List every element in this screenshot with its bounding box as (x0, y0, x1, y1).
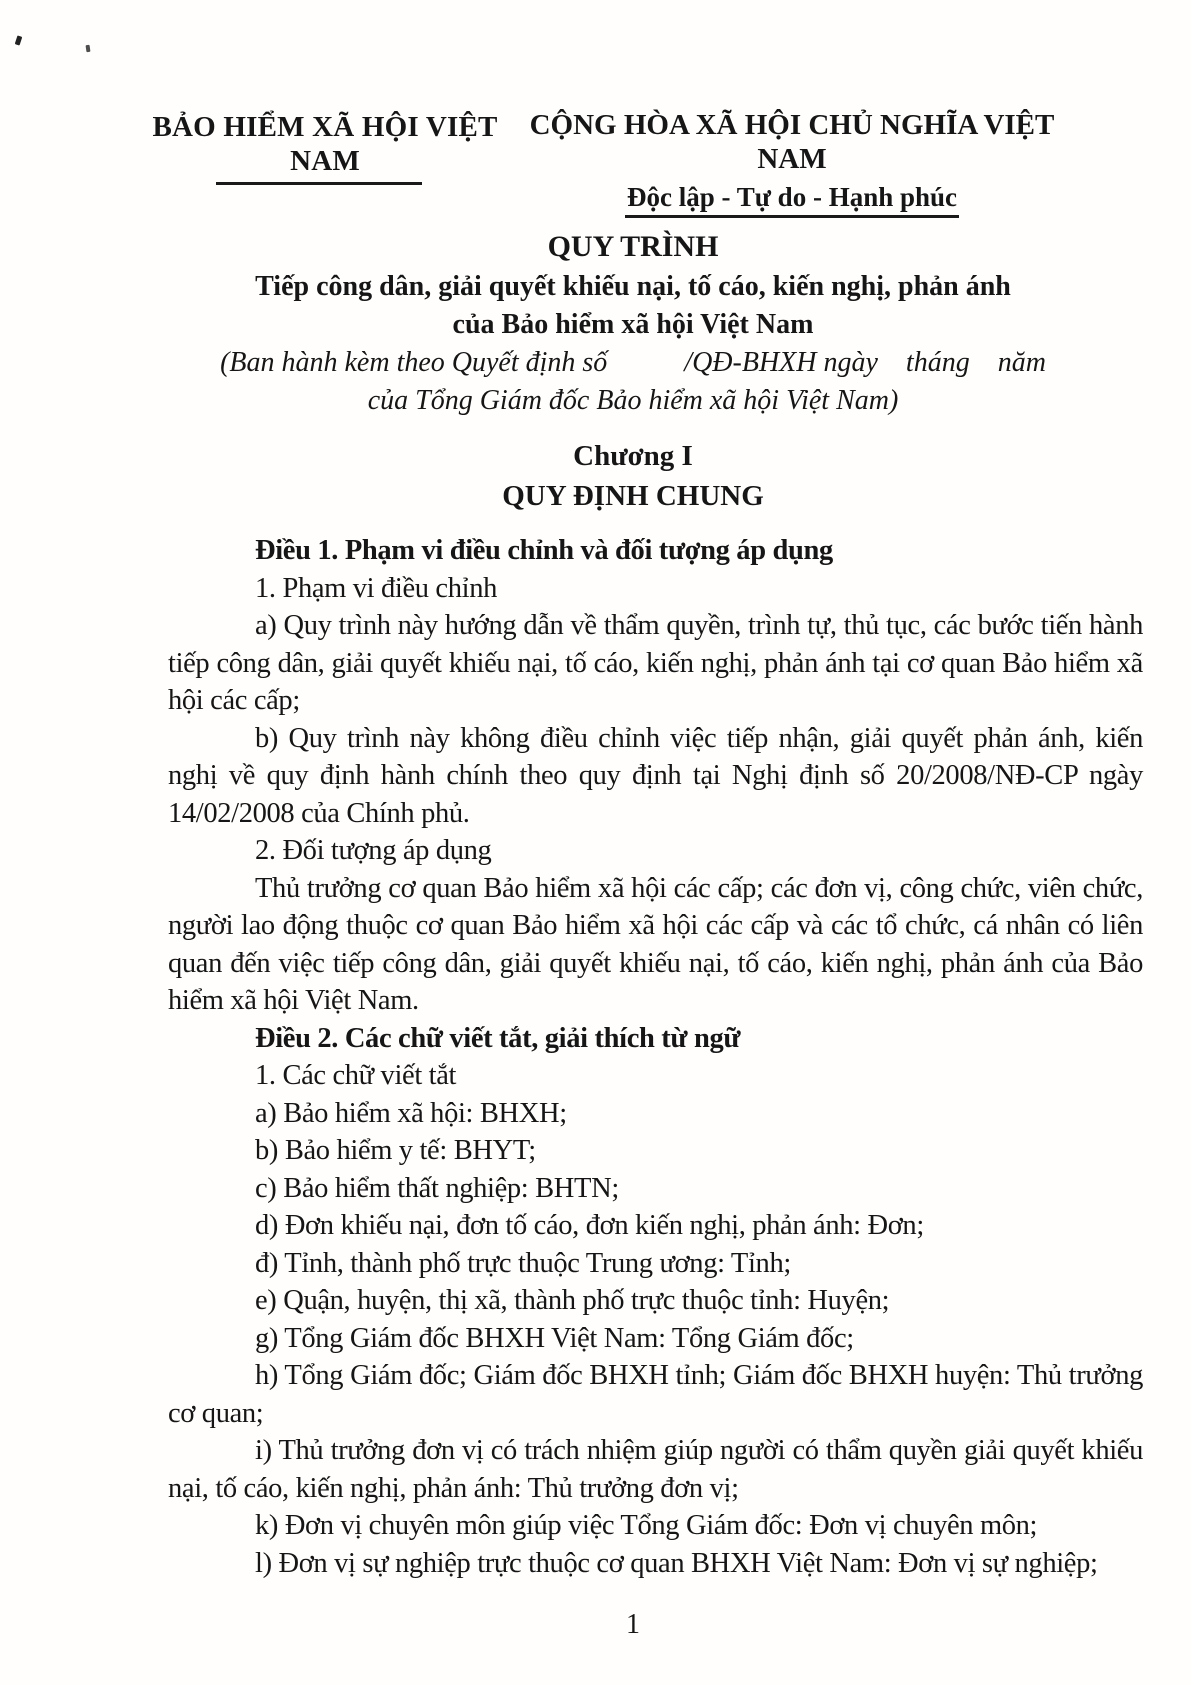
national-motto: Độc lập - Tự do - Hạnh phúc (625, 181, 959, 218)
document-title-block (75, 226, 1191, 420)
article-1-point-b: b) Quy trình này không điều chỉnh việc tiếp nhận, giải quyết phản ánh, kiến nghị về quy định hành chính theo quy định tại Nghị định số 20/2008/NĐ-CP ngày 14/02/2008 của Chính phủ. (168, 722, 1143, 829)
abbreviation-point-d: d) Đơn khiếu nại, đơn tố cáo, đơn kiến nghị, phản ánh: Đơn; (255, 1210, 924, 1241)
abbreviation-point-b: b) Bảo hiểm y tế: BHYT; (255, 1135, 536, 1166)
chapter-number: Chương I (573, 440, 693, 472)
chapter-name: QUY ĐỊNH CHUNG (502, 480, 764, 512)
abbreviation-point-h: h) Tổng Giám đốc; Giám đốc BHXH tỉnh; Giám đốc BHXH huyện: Thủ trưởng cơ quan; (168, 1360, 1143, 1429)
issuing-org-name: BẢO HIỂM XÃ HỘI VIỆT NAM (152, 111, 498, 177)
document-subject-line1: Tiếp công dân, giải quyết khiếu nại, tố cáo, kiến nghị, phản ánh (255, 271, 1011, 302)
article-1-clause-1: 1. Phạm vi điều chỉnh (255, 572, 497, 604)
document-body (168, 532, 1143, 1582)
article-1-point-a: a) Quy trình này hướng dẫn về thẩm quyền, trình tự, thủ tục, các bước tiến hành tiếp công dân, giải quyết khiếu nại, tố cáo, kiến nghị, phản ánh tại cơ quan Bảo hiểm xã hội các cấp; (168, 610, 1143, 716)
abbreviation-point-l: l) Đơn vị sự nghiệp trực thuộc cơ quan BHXH Việt Nam: Đơn vị sự nghiệp; (255, 1547, 1098, 1579)
national-title: CỘNG HÒA XÃ HỘI CHỦ NGHĨA VIỆT NAM (529, 109, 1055, 175)
document-subject-line2: của Bảo hiểm xã hội Việt Nam (452, 309, 814, 340)
article-2-clause-1: 1. Các chữ viết tắt (255, 1060, 457, 1091)
page-number: 1 (626, 1609, 640, 1640)
abbreviation-point-a: a) Bảo hiểm xã hội: BHXH; (255, 1097, 567, 1129)
header-underline (216, 182, 422, 185)
abbreviation-point-i: i) Thủ trưởng đơn vị có trách nhiệm giúp người có thẩm quyền giải quyết khiếu nại, tố cáo, kiến nghị, phản ánh: Thủ trưởng đơn vị; (168, 1435, 1143, 1504)
article-1-clause-2: 2. Đối tượng áp dụng (255, 835, 492, 866)
document-type-title: QUY TRÌNH (547, 230, 719, 263)
issuance-note-line1: (Ban hành kèm theo Quyết định số /QĐ-BHXH ngày tháng năm (220, 347, 1046, 378)
abbreviation-point-c: c) Bảo hiểm thất nghiệp: BHTN; (255, 1172, 619, 1204)
abbreviation-point-dd: đ) Tỉnh, thành phố trực thuộc Trung ương: Tỉnh; (255, 1247, 791, 1279)
abbreviation-point-k: k) Đơn vị chuyên môn giúp việc Tổng Giám đốc: Đơn vị chuyên môn; (255, 1510, 1038, 1541)
article-1-heading: Điều 1. Phạm vi điều chỉnh và đối tượng áp dụng (255, 535, 833, 566)
abbreviation-point-e: e) Quận, huyện, thị xã, thành phố trực thuộc tỉnh: Huyện; (255, 1285, 890, 1316)
abbreviation-point-g: g) Tổng Giám đốc BHXH Việt Nam: Tổng Giám đốc; (255, 1322, 854, 1354)
chapter-heading (75, 436, 1191, 516)
issuance-note-line2: của Tổng Giám đốc Bảo hiểm xã hội Việt Nam) (367, 385, 899, 416)
national-header (518, 108, 1066, 218)
ink-speck-icon (15, 35, 23, 45)
article-1-clause-2-text: Thủ trưởng cơ quan Bảo hiểm xã hội các cấp; các đơn vị, công chức, viên chức, người lao động thuộc cơ quan Bảo hiểm xã hội các cấp và các tổ chức, cá nhân có liên quan đến việc tiếp công dân, giải quyết khiếu nại, tố cáo, kiến nghị, phản ánh của Bảo hiểm xã hội Việt Nam. (168, 872, 1143, 1016)
article-2-heading: Điều 2. Các chữ viết tắt, giải thích từ ngữ (255, 1022, 741, 1054)
ink-speck-icon (86, 45, 91, 52)
issuing-org-header (126, 110, 524, 185)
